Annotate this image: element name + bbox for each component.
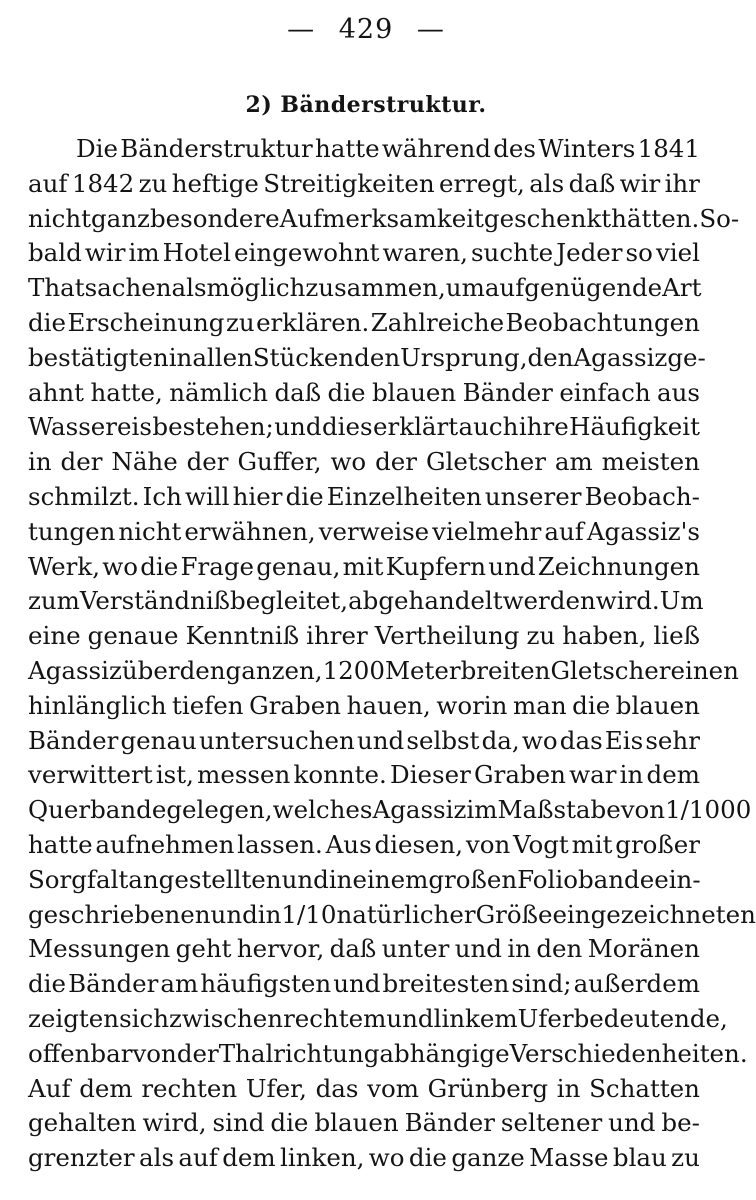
- word: der: [60, 447, 103, 477]
- word: Bänder: [28, 725, 119, 755]
- word: lassen.: [237, 829, 323, 859]
- word: Bänder: [68, 969, 159, 999]
- word: genau: [120, 725, 197, 755]
- word: Frage: [180, 551, 254, 581]
- word: außerdem: [573, 969, 700, 999]
- word: Masse: [529, 1143, 609, 1173]
- word: offenbar: [28, 1038, 133, 1068]
- page-number: 429: [338, 14, 394, 45]
- word: im: [466, 795, 498, 825]
- text-line: [28, 584, 704, 619]
- text-line: [28, 306, 700, 341]
- word: und: [356, 725, 405, 755]
- word: abgehandelt: [348, 586, 503, 616]
- word: besondere: [149, 203, 280, 233]
- text-line: [28, 167, 700, 202]
- text-line: [28, 550, 700, 585]
- word: werden: [502, 586, 596, 616]
- word: bald: [28, 238, 82, 268]
- word: einem: [352, 864, 429, 894]
- word: nämlich: [169, 377, 269, 407]
- word: Guffer,: [237, 447, 322, 477]
- word: die: [327, 377, 366, 407]
- word: und: [454, 934, 502, 964]
- word: rechten: [141, 1073, 238, 1103]
- word: verweise: [318, 516, 430, 546]
- word: mit: [571, 829, 613, 859]
- word: in: [168, 342, 193, 372]
- word: auf: [484, 273, 525, 303]
- word: Aus: [325, 829, 372, 859]
- word: wir: [84, 238, 126, 268]
- word: blau: [612, 1143, 667, 1173]
- word: aufnehmen: [95, 829, 235, 859]
- word: großer: [615, 829, 700, 859]
- word: viel: [655, 238, 700, 268]
- word: zeigten: [28, 1003, 120, 1033]
- word: in: [28, 447, 52, 477]
- word: wird,: [142, 1108, 207, 1138]
- section-title: 2) Bänderstruktur.: [245, 92, 487, 118]
- word: und: [488, 551, 536, 581]
- word: so: [625, 238, 653, 268]
- text-line: [28, 480, 700, 515]
- word: Querbande: [28, 795, 167, 825]
- word: in: [257, 899, 282, 929]
- word: und: [333, 969, 381, 999]
- word: hauen,: [346, 690, 431, 720]
- word: Ursprung,: [400, 342, 528, 372]
- word: vielmehr: [432, 516, 542, 546]
- text-line: [28, 689, 700, 724]
- word: Stücken: [252, 342, 355, 372]
- header-dash-left: —: [287, 14, 316, 45]
- word: erklärt: [373, 412, 459, 442]
- word: dem: [79, 1073, 133, 1103]
- word: Vogt: [513, 829, 569, 859]
- word: vom: [367, 1073, 419, 1103]
- word: Agassiz: [28, 655, 122, 685]
- word: den: [527, 342, 574, 372]
- word: Ich: [142, 481, 182, 511]
- word: Agassiz: [372, 795, 467, 825]
- word: be-: [661, 1108, 700, 1138]
- word: abhängige: [379, 1038, 510, 1068]
- word: genaue: [87, 621, 179, 651]
- word: geschriebenen: [28, 899, 211, 929]
- word: 1/10: [281, 899, 337, 929]
- word: großen: [428, 864, 518, 894]
- text-line: [28, 1106, 700, 1141]
- word: Streitigkeiten: [263, 168, 435, 198]
- word: Zeichnungen: [537, 551, 700, 581]
- word: im: [128, 238, 160, 268]
- word: auch: [458, 412, 519, 442]
- word: die: [285, 481, 324, 511]
- word: Dieser: [390, 760, 471, 790]
- word: breitesten: [382, 969, 510, 999]
- word: grenzter: [28, 1143, 135, 1173]
- word: wo: [330, 447, 367, 477]
- word: eingezeichneten: [552, 899, 756, 929]
- word: 1200: [322, 655, 385, 685]
- text-line: [28, 793, 752, 828]
- word: sich: [119, 1003, 169, 1033]
- word: Ufer,: [245, 1073, 307, 1103]
- word: Zahlreiche: [370, 307, 505, 337]
- word: Graben: [474, 760, 566, 790]
- word: möglich: [206, 273, 306, 303]
- word: die: [28, 307, 67, 337]
- word: Bänder: [404, 1108, 495, 1138]
- word: genügende: [524, 273, 663, 303]
- word: welches: [272, 795, 373, 825]
- word: daß: [568, 168, 616, 198]
- word: aus: [657, 377, 700, 407]
- word: hinlänglich: [28, 690, 167, 720]
- word: daß: [274, 377, 322, 407]
- word: linken,: [280, 1143, 365, 1173]
- word: von: [620, 795, 666, 825]
- text-line: [28, 515, 700, 550]
- text-line: [28, 932, 700, 967]
- text-line: [28, 410, 700, 445]
- word: während: [381, 134, 491, 163]
- word: So-: [699, 203, 740, 233]
- word: bedeutende,: [573, 1003, 728, 1033]
- word: einfach: [559, 377, 651, 407]
- word: diesen,: [374, 829, 464, 859]
- text-line: [28, 445, 700, 480]
- word: Aufmerksamkeit: [279, 203, 484, 233]
- word: ließ: [653, 621, 700, 651]
- word: des: [493, 134, 536, 163]
- word: rechtem: [283, 1003, 387, 1033]
- word: wo: [521, 725, 558, 755]
- word: Größe: [475, 899, 553, 929]
- word: zum: [28, 586, 80, 616]
- text-line: [28, 863, 700, 898]
- word: als: [171, 273, 207, 303]
- word: blauen: [371, 377, 457, 407]
- word: Häufigkeit: [569, 412, 700, 442]
- word: Um: [659, 586, 704, 616]
- word: die: [408, 1143, 447, 1173]
- word: sind;: [511, 969, 572, 999]
- word: Kenntniß: [185, 621, 300, 651]
- word: Erscheinung: [67, 307, 225, 337]
- word: Eis: [604, 725, 644, 755]
- word: Moränen: [587, 934, 700, 964]
- word: Die: [76, 134, 118, 163]
- word: ihre: [518, 412, 569, 442]
- word: mit: [342, 551, 384, 581]
- word: und: [274, 412, 322, 442]
- word: Wassereis: [28, 412, 152, 442]
- word: hätten.: [611, 203, 700, 233]
- word: Meter: [384, 655, 461, 685]
- word: sehr: [645, 725, 700, 755]
- word: ihrer: [306, 621, 368, 651]
- word: die: [140, 551, 179, 581]
- word: linkem: [433, 1003, 518, 1033]
- word: hatte,: [90, 377, 163, 407]
- word: bestehen;: [152, 412, 274, 442]
- text-line: [28, 236, 700, 271]
- word: und: [386, 1003, 434, 1033]
- word: Gletscher: [425, 447, 546, 477]
- word: haben,: [562, 621, 647, 651]
- word: über: [121, 655, 180, 685]
- text-line: [28, 1037, 748, 1072]
- word: Beobachtungen: [505, 307, 700, 337]
- word: den: [179, 655, 226, 685]
- word: das: [559, 725, 603, 755]
- word: erklären.: [256, 307, 370, 337]
- body-text: [28, 132, 756, 1176]
- word: waren,: [382, 238, 468, 268]
- word: Winters: [538, 134, 636, 163]
- word: Foliobande: [517, 864, 655, 894]
- word: in: [556, 1073, 581, 1103]
- word: genau,: [256, 551, 341, 581]
- word: seltener: [500, 1108, 603, 1138]
- text-line: [28, 202, 740, 237]
- word: ganze: [451, 1143, 525, 1173]
- text-line: [28, 898, 756, 933]
- word: konnte.: [293, 760, 387, 790]
- word: hatte: [315, 134, 380, 163]
- word: und: [210, 899, 258, 929]
- word: wo: [368, 1143, 405, 1173]
- word: die: [572, 690, 611, 720]
- word: worin: [436, 690, 508, 720]
- word: als: [529, 168, 565, 198]
- word: man: [512, 690, 567, 720]
- word: begleitet,: [230, 586, 349, 616]
- word: Sorgfalt: [28, 864, 129, 894]
- word: natürlicher: [336, 899, 476, 929]
- word: Art: [662, 273, 702, 303]
- word: zu: [671, 1143, 700, 1173]
- word: und: [281, 864, 329, 894]
- word: die: [28, 969, 67, 999]
- word: auf: [544, 516, 584, 546]
- word: den: [354, 342, 401, 372]
- word: unserer: [484, 481, 582, 511]
- word: dem: [646, 760, 700, 790]
- word: Jeder: [556, 238, 623, 268]
- word: angestellten: [128, 864, 282, 894]
- word: Werk,: [28, 551, 101, 581]
- header-dash-right: —: [416, 14, 445, 45]
- word: der: [186, 447, 229, 477]
- word: geschenkt: [483, 203, 612, 233]
- text-line: [28, 271, 700, 306]
- word: untersuchen: [199, 725, 355, 755]
- word: in: [619, 760, 644, 790]
- word: einen: [670, 655, 739, 685]
- word: Gletscher: [550, 655, 671, 685]
- word: nicht: [28, 203, 91, 233]
- word: selbst: [406, 725, 480, 755]
- word: zwischen: [168, 1003, 284, 1033]
- word: suchte: [470, 238, 554, 268]
- word: breiten: [460, 655, 551, 685]
- word: erregt,: [439, 168, 525, 198]
- text-line: [28, 619, 700, 654]
- word: der: [176, 1038, 219, 1068]
- word: der: [375, 447, 418, 477]
- word: am: [160, 969, 199, 999]
- word: Ufer: [517, 1003, 574, 1033]
- word: erwähnen,: [184, 516, 316, 546]
- word: am: [554, 447, 593, 477]
- word: Agassiz's: [586, 516, 700, 546]
- word: den: [536, 934, 583, 964]
- word: Verschiedenheiten.: [509, 1038, 748, 1068]
- word: hervor,: [236, 934, 325, 964]
- word: hier: [232, 481, 283, 511]
- word: gehalten: [28, 1108, 137, 1138]
- word: wo: [102, 551, 138, 581]
- word: Auf: [28, 1073, 71, 1103]
- word: war: [569, 760, 617, 790]
- word: da,: [481, 725, 520, 755]
- text-line: [28, 1072, 700, 1107]
- text-line: [28, 341, 706, 376]
- word: ge-: [667, 342, 706, 372]
- word: ganzen,: [225, 655, 323, 685]
- word: dies: [321, 412, 373, 442]
- word: Nähe: [111, 447, 178, 477]
- word: ganz: [90, 203, 150, 233]
- word: Bänderstruktur: [120, 134, 313, 163]
- word: hatte: [28, 829, 93, 859]
- word: das: [315, 1073, 359, 1103]
- word: dem: [222, 1143, 276, 1173]
- word: zusammen,: [305, 273, 446, 303]
- word: daß: [329, 934, 377, 964]
- text-line: [28, 828, 700, 863]
- word: heftige: [171, 168, 259, 198]
- word: als: [139, 1143, 175, 1173]
- word: Messungen: [28, 934, 171, 964]
- word: eingewohnt: [234, 238, 380, 268]
- word: Kupfern: [385, 551, 487, 581]
- word: messen: [197, 760, 291, 790]
- word: zu: [138, 168, 168, 198]
- word: gelegen,: [166, 795, 273, 825]
- word: Thalrichtung: [218, 1038, 380, 1068]
- word: bestätigten: [28, 342, 169, 372]
- text-line: [28, 1002, 728, 1037]
- word: um: [445, 273, 485, 303]
- word: 1842: [71, 168, 135, 198]
- word: von: [132, 1038, 177, 1068]
- word: Bänder: [462, 377, 553, 407]
- word: Maßstabe: [497, 795, 621, 825]
- word: die: [270, 1108, 309, 1138]
- text-line: [28, 376, 700, 411]
- word: 1841: [637, 134, 700, 163]
- word: geht: [175, 934, 232, 964]
- word: auf: [28, 168, 68, 198]
- word: ein-: [654, 864, 701, 894]
- word: von: [465, 829, 511, 859]
- page-header: [0, 14, 732, 45]
- word: will: [185, 481, 230, 511]
- word: Agassiz: [573, 342, 668, 372]
- word: Graben: [249, 690, 341, 720]
- text-line: [28, 132, 700, 167]
- word: eine: [28, 621, 81, 651]
- word: wird.: [595, 586, 660, 616]
- word: ahnt: [28, 377, 85, 407]
- word: allen: [192, 342, 253, 372]
- word: unter: [381, 934, 450, 964]
- word: 1/1000: [665, 795, 752, 825]
- word: Verständniß: [79, 586, 231, 616]
- word: blauen: [615, 690, 700, 720]
- text-line: [28, 724, 700, 759]
- word: sind: [212, 1108, 265, 1138]
- word: Schatten: [589, 1073, 700, 1103]
- word: blauen: [314, 1108, 399, 1138]
- word: und: [608, 1108, 656, 1138]
- word: schmilzt.: [28, 481, 140, 511]
- word: meisten: [601, 447, 700, 477]
- word: in: [507, 934, 531, 964]
- word: tiefen: [172, 690, 244, 720]
- word: Einzelheiten: [326, 481, 482, 511]
- word: auf: [178, 1143, 218, 1173]
- word: tungen: [28, 516, 116, 546]
- word: ist,: [155, 760, 194, 790]
- text-line: [28, 758, 700, 793]
- text-line: [28, 1141, 700, 1176]
- word: Grünberg: [427, 1073, 549, 1103]
- word: verwittert: [28, 760, 153, 790]
- word: wir: [619, 168, 661, 198]
- word: nicht: [118, 516, 182, 546]
- word: ihr: [664, 168, 700, 198]
- word: Thatsachen: [28, 273, 172, 303]
- word: Vertheilung: [374, 621, 520, 651]
- word: Beobach-: [584, 481, 700, 511]
- word: häufigsten: [200, 969, 332, 999]
- word: in: [328, 864, 353, 894]
- word: zu: [526, 621, 556, 651]
- text-line: [28, 967, 700, 1002]
- word: Hotel: [162, 238, 231, 268]
- word: zu: [225, 307, 255, 337]
- text-line: [28, 654, 739, 689]
